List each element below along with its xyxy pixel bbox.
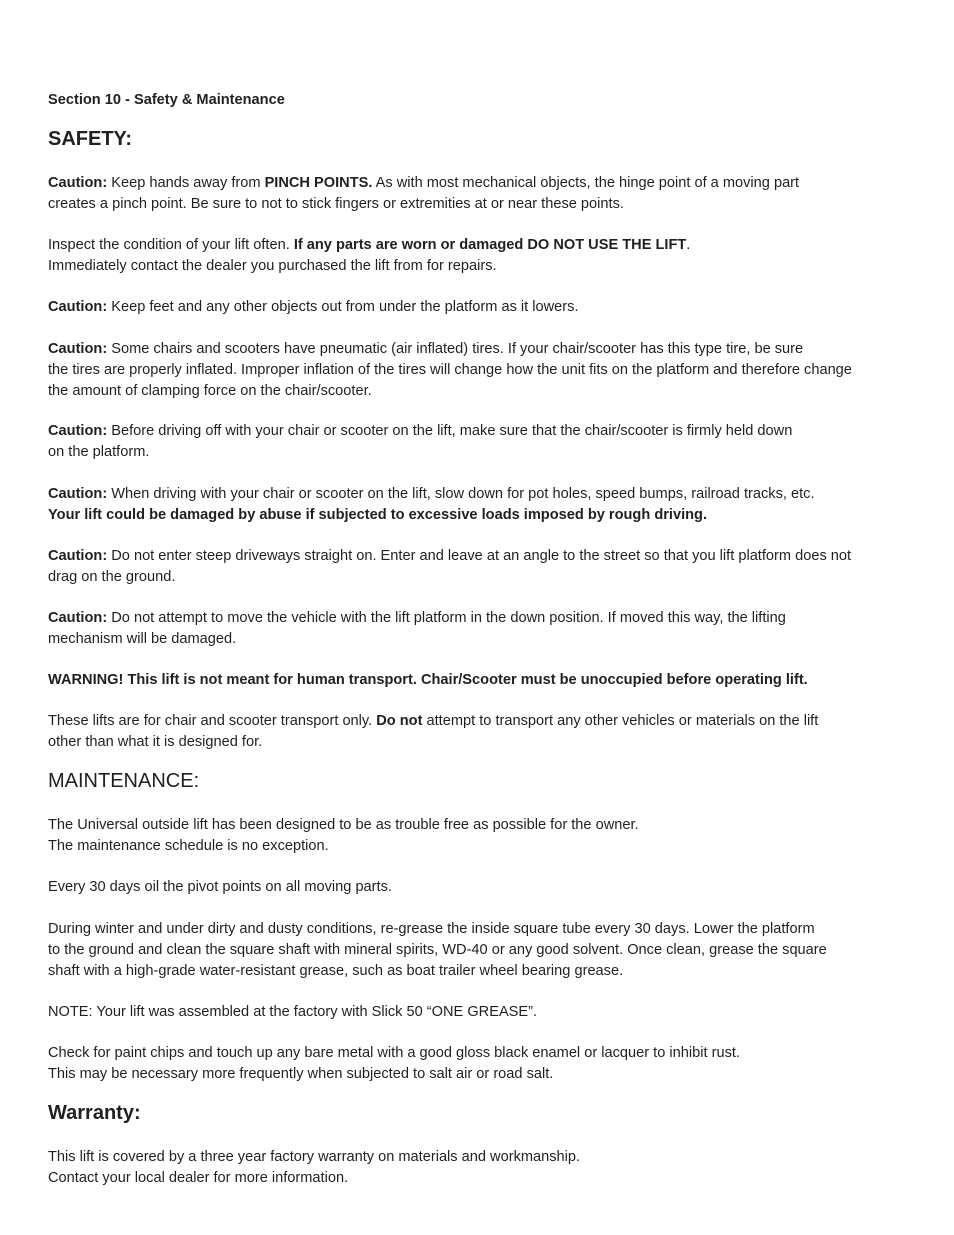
- paragraph-text: creates a pinch point. Be sure to not to stick fingers or extremities at or near these points.: [48, 195, 624, 212]
- caution-label: Caution:: [48, 423, 108, 439]
- paragraph-text: the tires are properly inflated. Improper inflation of the tires will change how the unit fits on the platform and therefore change: [48, 361, 852, 378]
- paragraph-text: Do not enter steep driveways straight on. Enter and leave at an angle to the street so that you lift platform does not: [107, 548, 852, 564]
- paragraph-text: Do not attempt to move the vehicle with the lift platform in the down position. If moved this way, the lifting: [107, 610, 786, 626]
- paragraph-text: These lifts are for chair and scooter transport only.: [48, 713, 377, 729]
- paragraph-text: .: [686, 237, 691, 253]
- paragraph-text: Keep feet and any other objects out from under the platform as it lowers.: [107, 299, 579, 315]
- paragraph-text: Inspect the condition of your lift often.: [48, 237, 294, 253]
- safety-heading: SAFETY:: [48, 128, 133, 150]
- paragraph-text: other than what it is designed for.: [48, 733, 263, 750]
- paragraph-text: This lift is covered by a three year factory warranty on materials and workmanship.: [48, 1149, 581, 1165]
- paragraph-text: drag on the ground.: [48, 568, 176, 585]
- safety-paragraph-platform-down: [48, 608, 928, 650]
- caution-label: Caution:: [48, 175, 108, 191]
- human-transport-warning: WARNING! This lift is not meant for human transport. Chair/Scooter must be unoccupied before operating lift.: [48, 672, 808, 688]
- safety-paragraph-driveways: [48, 546, 928, 588]
- maintenance-paragraph-paint: [48, 1043, 928, 1085]
- paragraph-text: Before driving off with your chair or scooter on the lift, make sure that the chair/scooter is firmly held down: [107, 423, 793, 439]
- safety-paragraph-rough-driving: [48, 484, 928, 526]
- safety-paragraph-inspect: [48, 235, 928, 277]
- paragraph-text: This may be necessary more frequently when subjected to salt air or road salt.: [48, 1065, 554, 1082]
- caution-label: Caution:: [48, 548, 108, 564]
- maintenance-heading: MAINTENANCE:: [48, 770, 200, 792]
- paragraph-text: shaft with a high-grade water-resistant grease, such as boat trailer wheel bearing grease.: [48, 962, 624, 979]
- paragraph-text: When driving with your chair or scooter on the lift, slow down for pot holes, speed bumps, railroad tracks, etc.: [107, 486, 815, 502]
- section-label: [48, 90, 928, 111]
- paragraph-text: the amount of clamping force on the chair/scooter.: [48, 382, 372, 399]
- maintenance-note: NOTE: Your lift was assembled at the factory with Slick 50 “ONE GREASE”.: [48, 1004, 538, 1020]
- do-not-emphasis: Do not: [376, 713, 423, 729]
- maintenance-paragraph-grease: [48, 919, 928, 981]
- paragraph-text: to the ground and clean the square shaft with mineral spirits, WD-40 or any good solvent. Once clean, grease the square: [48, 941, 827, 958]
- paragraph-text: Some chairs and scooters have pneumatic (air inflated) tires. If your chair/scooter has this type tire, be sure: [107, 341, 804, 357]
- paragraph-text: As with most mechanical objects, the hinge point of a moving part: [372, 175, 800, 191]
- safety-paragraph-tires: [48, 339, 928, 401]
- warranty-paragraph: [48, 1147, 928, 1189]
- safety-paragraph-feet: [48, 297, 928, 318]
- paragraph-text: Check for paint chips and touch up any bare metal with a good gloss black enamel or lacquer to inhibit rust.: [48, 1045, 740, 1061]
- paragraph-text: Immediately contact the dealer you purchased the lift from for repairs.: [48, 257, 497, 274]
- do-not-use-emphasis: If any parts are worn or damaged DO NOT USE THE LIFT: [293, 237, 687, 253]
- paragraph-text: attempt to transport any other vehicles or materials on the lift: [422, 713, 819, 729]
- paragraph-text: The Universal outside lift has been designed to be as trouble free as possible for the owner.: [48, 817, 639, 833]
- paragraph-text: During winter and under dirty and dusty conditions, re-grease the inside square tube every 30 days. Lower the platform: [48, 921, 815, 937]
- warranty-heading: Warranty:: [48, 1102, 141, 1124]
- paragraph-text: mechanism will be damaged.: [48, 630, 237, 647]
- damage-warning-text: Your lift could be damaged by abuse if subjected to excessive loads imposed by rough driving.: [48, 506, 708, 523]
- paragraph-text: Contact your local dealer for more information.: [48, 1169, 349, 1186]
- paragraph-text: The maintenance schedule is no exception.: [48, 837, 329, 854]
- section-label-text: Section 10 - Safety & Maintenance: [48, 92, 285, 108]
- safety-paragraph-transport-only: [48, 711, 928, 753]
- caution-label: Caution:: [48, 486, 108, 502]
- paragraph-text: on the platform.: [48, 443, 150, 460]
- maintenance-paragraph-oil: Every 30 days oil the pivot points on all moving parts.: [48, 879, 392, 895]
- safety-paragraph-driving-off: [48, 421, 928, 463]
- pinch-points-emphasis: PINCH POINTS.: [264, 175, 373, 191]
- caution-label: Caution:: [48, 610, 108, 626]
- safety-paragraph-pinch-points: [48, 173, 928, 215]
- caution-label: Caution:: [48, 341, 108, 357]
- caution-label: Caution:: [48, 299, 108, 315]
- maintenance-paragraph-intro: [48, 815, 928, 857]
- paragraph-text: Keep hands away from: [107, 175, 265, 191]
